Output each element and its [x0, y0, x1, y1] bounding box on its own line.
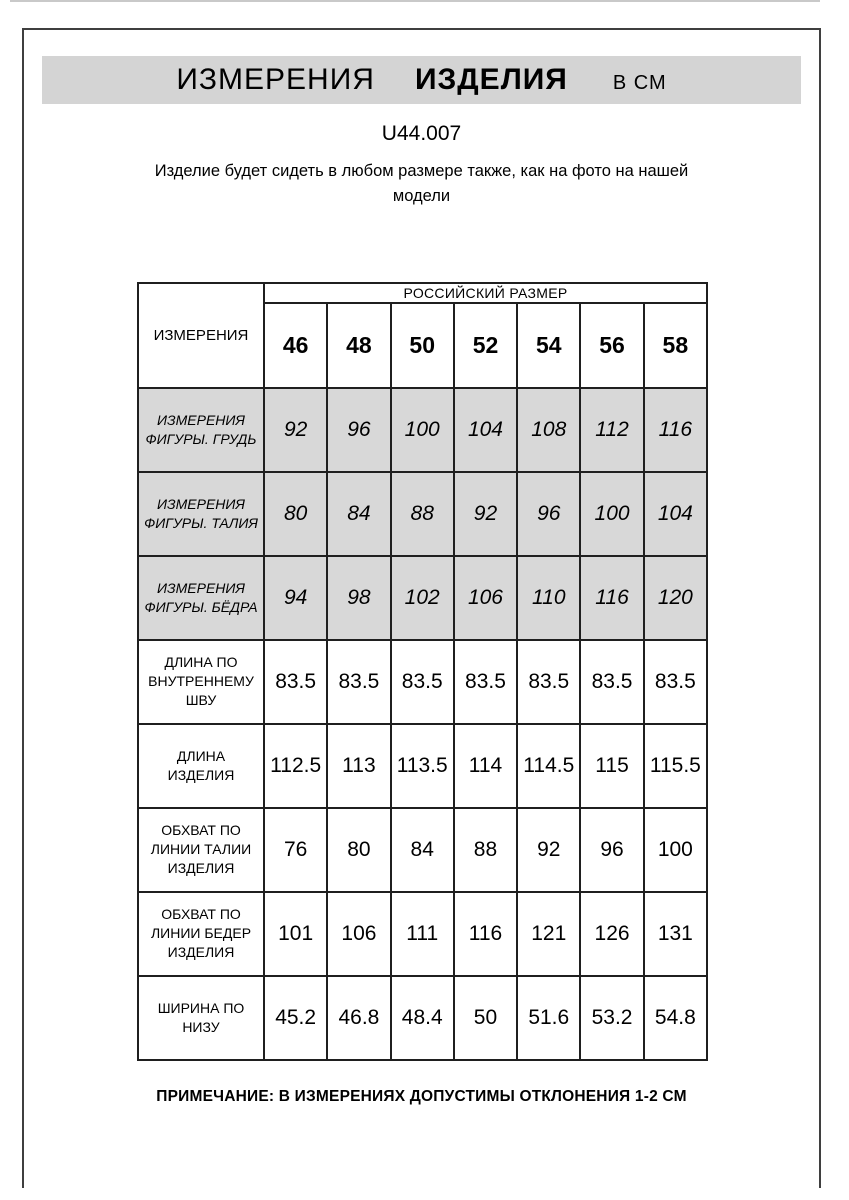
- value-cell: 83.5: [327, 640, 390, 724]
- size-column-header: 52: [454, 303, 517, 388]
- value-cell: 83.5: [264, 640, 327, 724]
- value-cell: 108: [517, 388, 580, 472]
- value-cell: 83.5: [391, 640, 454, 724]
- value-cell: 106: [327, 892, 390, 976]
- value-cell: 53.2: [580, 976, 643, 1060]
- size-column-header: 50: [391, 303, 454, 388]
- value-cell: 113: [327, 724, 390, 808]
- russian-size-header: РОССИЙСКИЙ РАЗМЕР: [264, 283, 707, 303]
- value-cell: 94: [264, 556, 327, 640]
- table-row: [138, 976, 707, 1060]
- measurement-label: ОБХВАТ ПО ЛИНИИ БЕДЕР ИЗДЕЛИЯ: [138, 892, 264, 976]
- value-cell: 104: [454, 388, 517, 472]
- value-cell: 88: [391, 472, 454, 556]
- value-cell: 92: [454, 472, 517, 556]
- value-cell: 116: [644, 388, 707, 472]
- table-row: [138, 892, 707, 976]
- value-cell: 80: [327, 808, 390, 892]
- value-cell: 96: [517, 472, 580, 556]
- size-column-header: 48: [327, 303, 390, 388]
- value-cell: 113.5: [391, 724, 454, 808]
- value-cell: 100: [644, 808, 707, 892]
- value-cell: 112.5: [264, 724, 327, 808]
- scan-artifact-line: [10, 0, 820, 2]
- value-cell: 114.5: [517, 724, 580, 808]
- value-cell: 120: [644, 556, 707, 640]
- value-cell: 92: [264, 388, 327, 472]
- value-cell: 96: [327, 388, 390, 472]
- value-cell: 83.5: [644, 640, 707, 724]
- value-cell: 102: [391, 556, 454, 640]
- value-cell: 54.8: [644, 976, 707, 1060]
- page-title-measurements: ИЗМЕРЕНИЯ: [176, 63, 375, 96]
- measurement-label: ДЛИНА ИЗДЕЛИЯ: [138, 724, 264, 808]
- measurement-label: ДЛИНА ПО ВНУТРЕННЕМУ ШВУ: [138, 640, 264, 724]
- table-row: [138, 724, 707, 808]
- value-cell: 50: [454, 976, 517, 1060]
- value-cell: 84: [327, 472, 390, 556]
- value-cell: 111: [391, 892, 454, 976]
- tolerance-note: ПРИМЕЧАНИЕ: В ИЗМЕРЕНИЯХ ДОПУСТИМЫ ОТКЛОНЕНИЯ 1-2 СМ: [156, 1087, 687, 1105]
- page-border: [22, 28, 821, 1188]
- value-cell: 126: [580, 892, 643, 976]
- value-cell: 106: [454, 556, 517, 640]
- value-cell: 84: [391, 808, 454, 892]
- size-column-header: 54: [517, 303, 580, 388]
- value-cell: 83.5: [454, 640, 517, 724]
- value-cell: 112: [580, 388, 643, 472]
- value-cell: 131: [644, 892, 707, 976]
- value-cell: 98: [327, 556, 390, 640]
- measurement-label: ШИРИНА ПО НИЗУ: [138, 976, 264, 1060]
- size-column-header: 56: [580, 303, 643, 388]
- value-cell: 48.4: [391, 976, 454, 1060]
- table-row: [138, 808, 707, 892]
- table-row: [138, 388, 707, 472]
- value-cell: 100: [580, 472, 643, 556]
- value-cell: 83.5: [580, 640, 643, 724]
- value-cell: 121: [517, 892, 580, 976]
- measurement-label: ИЗМЕРЕНИЯ ФИГУРЫ. БЁДРА: [138, 556, 264, 640]
- value-cell: 88: [454, 808, 517, 892]
- value-cell: 45.2: [264, 976, 327, 1060]
- value-cell: 83.5: [517, 640, 580, 724]
- page-title-product: ИЗДЕЛИЯ: [414, 63, 568, 96]
- fit-note: Изделие будет сидеть в любом размере также, как на фото на нашей модели: [154, 162, 689, 205]
- measurement-label: ИЗМЕРЕНИЯ ФИГУРЫ. ГРУДЬ: [138, 388, 264, 472]
- value-cell: 80: [264, 472, 327, 556]
- group-header-row: [138, 283, 707, 303]
- value-cell: 76: [264, 808, 327, 892]
- value-cell: 104: [644, 472, 707, 556]
- measurements-corner-header: ИЗМЕРЕНИЯ: [138, 283, 264, 388]
- value-cell: 101: [264, 892, 327, 976]
- value-cell: 110: [517, 556, 580, 640]
- value-cell: 115: [580, 724, 643, 808]
- value-cell: 51.6: [517, 976, 580, 1060]
- value-cell: 116: [580, 556, 643, 640]
- title-bar: [42, 56, 801, 104]
- table-row: [138, 472, 707, 556]
- value-cell: 96: [580, 808, 643, 892]
- size-chart-table: [137, 282, 708, 1061]
- measurement-label: ОБХВАТ ПО ЛИНИИ ТАЛИИ ИЗДЕЛИЯ: [138, 808, 264, 892]
- table-body: [138, 388, 707, 1060]
- measurement-label: ИЗМЕРЕНИЯ ФИГУРЫ. ТАЛИЯ: [138, 472, 264, 556]
- value-cell: 92: [517, 808, 580, 892]
- value-cell: 115.5: [644, 724, 707, 808]
- size-column-header: 58: [644, 303, 707, 388]
- value-cell: 100: [391, 388, 454, 472]
- value-cell: 46.8: [327, 976, 390, 1060]
- value-cell: 114: [454, 724, 517, 808]
- value-cell: 116: [454, 892, 517, 976]
- size-column-header: 46: [264, 303, 327, 388]
- article-number: U44.007: [381, 122, 462, 145]
- page-title-units: В СМ: [612, 72, 667, 94]
- table-row: [138, 640, 707, 724]
- table-row: [138, 556, 707, 640]
